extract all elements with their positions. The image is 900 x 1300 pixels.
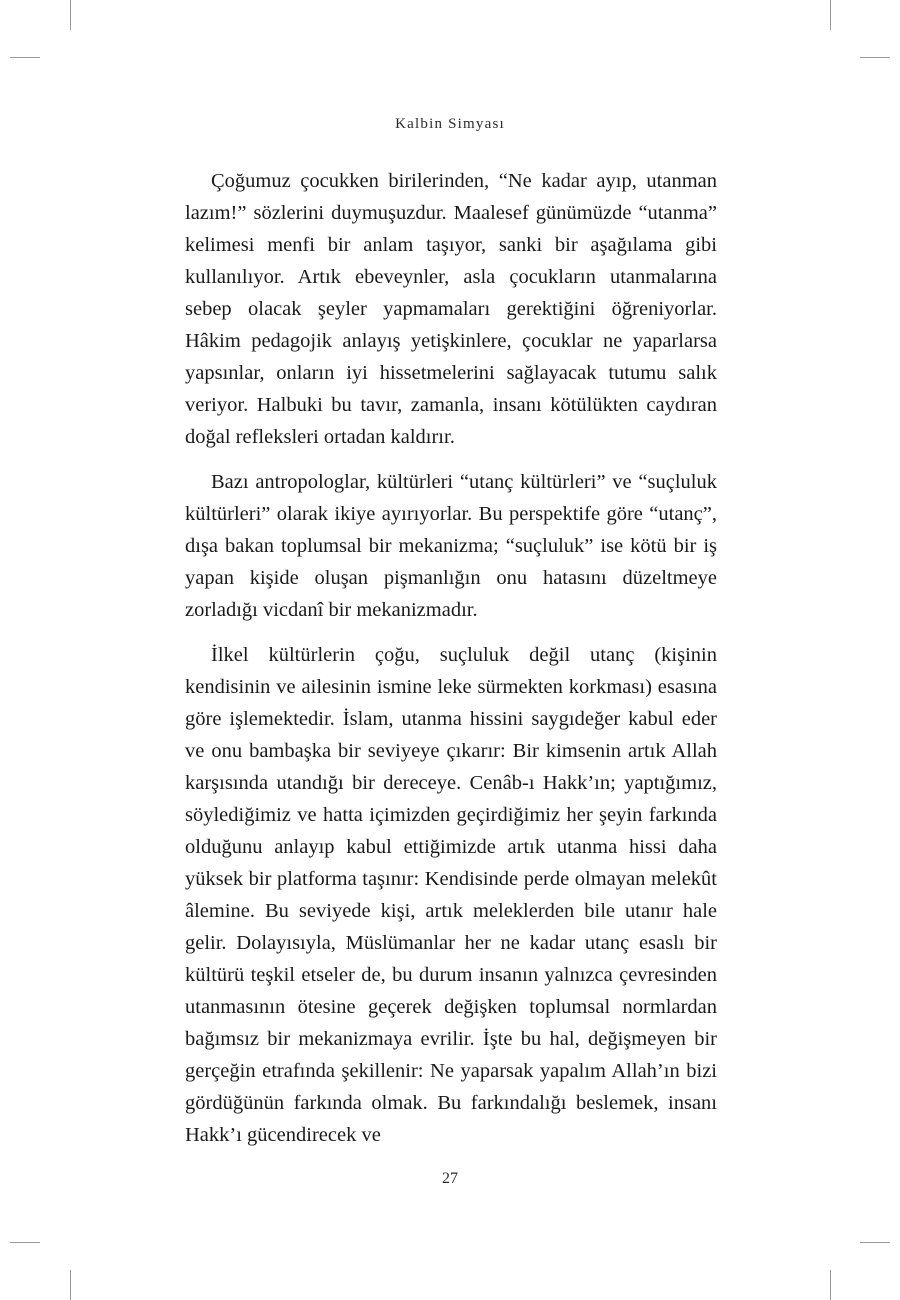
crop-mark-right-top xyxy=(860,57,890,58)
paragraph-2: Bazı antropologlar, kültürleri “utanç kültürleri” ve “suçluluk kültürleri” olarak ikiye ayırıyorlar. Bu perspektife göre “utanç”, dışa bakan toplumsal bir mekanizma; “suçluluk” ise kötü bir iş yapan kişide oluşan pişmanlığın onu hatasını düzeltmeye zorladığı vicdanî bir mekanizmadır. xyxy=(185,471,717,621)
crop-mark-left-top xyxy=(10,57,40,58)
crop-mark-bottom-left xyxy=(70,1270,71,1300)
crop-mark-top-left xyxy=(70,0,71,30)
page-number: 27 xyxy=(442,1170,458,1187)
crop-mark-left-bottom xyxy=(10,1242,40,1243)
paragraph-3: İlkel kültürlerin çoğu, suçluluk değil utanç (kişinin kendisinin ve ailesinin ismine leke sürmekten korkması) esasına göre işlemektedir. İslam, utanma hissini saygıdeğer kabul eder ve onu bambaşka bir seviyeye çıkarır: Bir kimsenin artık Allah karşısında utandığı bir dereceye. Cenâb-ı Hakk’ın; yaptığımız, söylediğimiz ve hatta içimizden geçirdiğimiz her şeyin farkında olduğunu anlayıp kabul ettiğimizde artık utanma hissi daha yüksek bir platforma taşınır: Kendisinde perde olmayan melekût âlemine. Bu seviyede kişi, artık meleklerden bile utanır hale gelir. Dolayısıyla, Müslümanlar her ne kadar utanç esaslı bir kültürü teşkil etseler de, bu durum insanın yalnızca çevresinden utanmasının ötesine geçerek değişken toplumsal normlardan bağımsız bir mekanizmaya evrilir. İşte bu hal, değişmeyen bir gerçeğin etrafında şekillenir: Ne yaparsak yapalım Allah’ın bizi gördüğünün farkında olmak. Bu farkındalığı beslemek, insanı Hakk’ı gücendirecek ve xyxy=(185,644,717,1146)
crop-mark-right-bottom xyxy=(860,1242,890,1243)
body-text xyxy=(185,165,717,1164)
crop-mark-top-right xyxy=(830,0,831,30)
running-head: Kalbin Simyası xyxy=(395,116,505,132)
crop-mark-bottom-right xyxy=(830,1270,831,1300)
paragraph-1: Çoğumuz çocukken birilerinden, “Ne kadar ayıp, utanman lazım!” sözlerini duymuşuzdur. Maalesef günümüzde “utanma” kelimesi menfi bir anlam taşıyor, sanki bir aşağılama gibi kullanılıyor. Artık ebeveynler, asla çocukların utanmalarına sebep olacak şeyler yapmamaları gerektiğini öğreniyorlar. Hâkim pedagojik anlayış yetişkinlere, çocuklar ne yaparlarsa yapsınlar, onların iyi hissetmelerini sağlayacak tutumu salık veriyor. Halbuki bu tavır, zamanla, insanı kötülükten caydıran doğal refleksleri ortadan kaldırır. xyxy=(185,170,717,448)
